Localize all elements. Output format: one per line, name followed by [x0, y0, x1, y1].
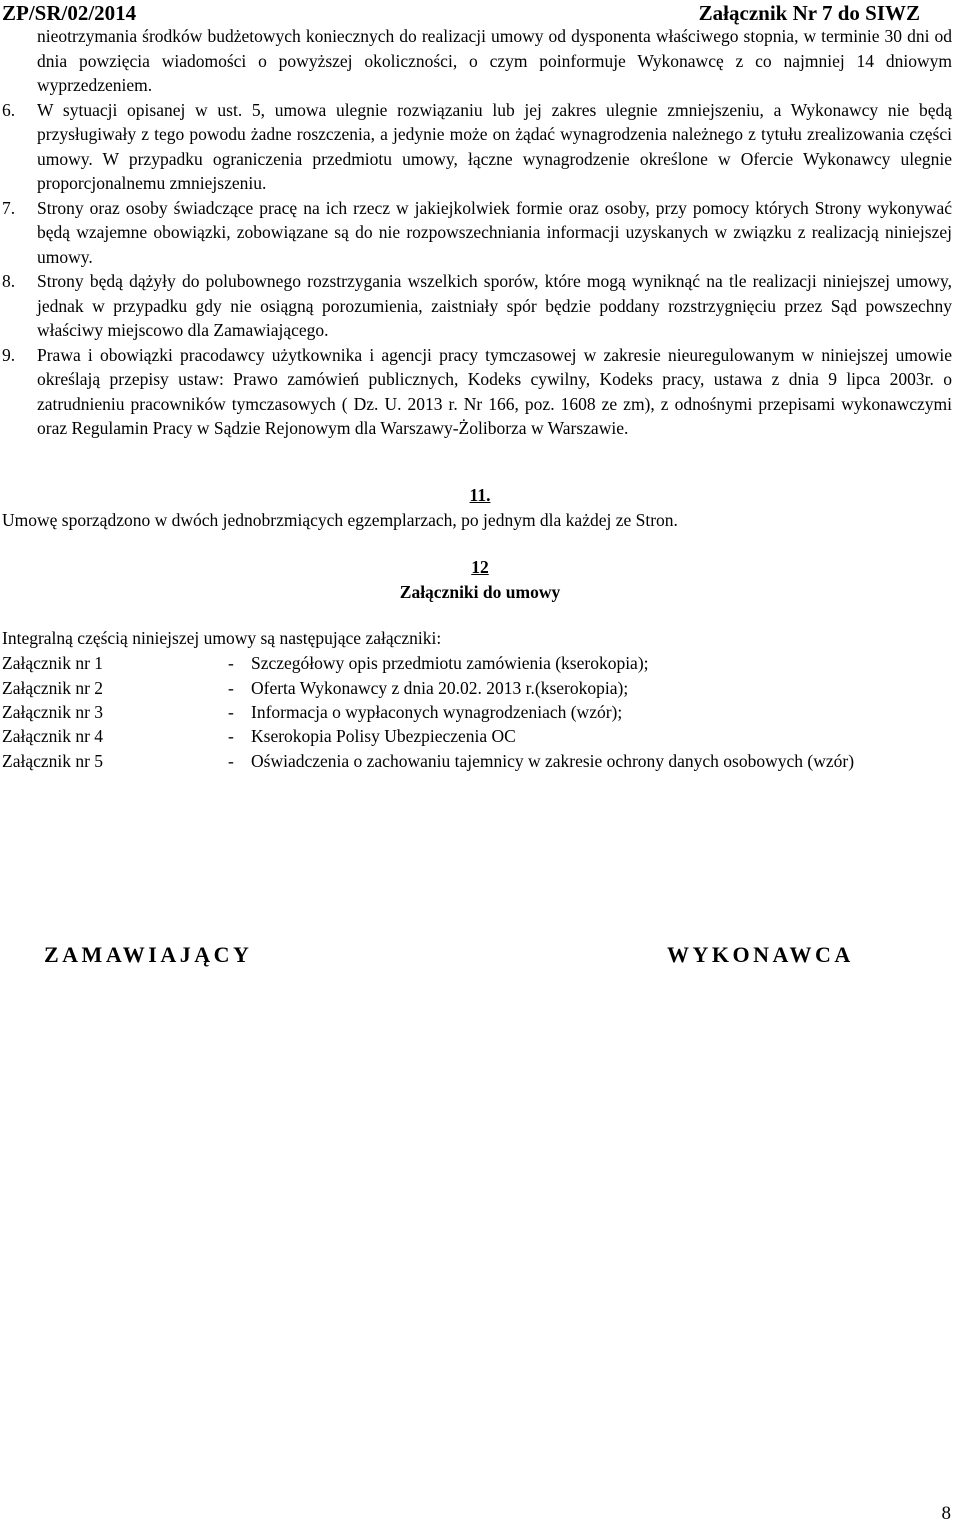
clause-8 — [0, 269, 952, 343]
clause-number: 9. — [2, 344, 16, 365]
attachment-dash: - — [228, 751, 234, 771]
attachment-dash: - — [228, 726, 234, 746]
clause-text: W sytuacji opisanej w ust. 5, umowa ulegnie rozwiązaniu lub jej zakres ulegnie zmniejszeniu, a Wykonawcy nie będą przysługiwały z tego powodu żadne roszczenia, a jedynie może on żądać wynagrodzenia należnego z tytułu zrealizowania części umowy. W przypadku ograniczenia przedmiotu umowy, łączne wynagrodzenie określone w Ofercie Wykonawcy ulegnie proporcjonalnemu zmniejszeniu. — [37, 99, 952, 193]
clause-number: 6. — [2, 99, 16, 120]
attachment-label: Załącznik nr 3 — [2, 702, 104, 722]
attachments-intro: Integralną częścią niniejszej umowy są następujące załączniki: — [2, 628, 442, 648]
clause-9 — [0, 343, 952, 441]
clause-text: Strony będą dążyły do polubownego rozstrzygania wszelkich sporów, które mogą wyniknąć na tle realizacji niniejszej umowy, jednak w przypadku gdy nie osiągną porozumienia, zaistniały spór będzie poddany rozstrzygnięciu przez Sąd powszechny właściwy miejscowo dla Zamawiającego. — [37, 271, 952, 340]
section-11-number: 11. — [469, 485, 491, 505]
section-12-title: Załączniki do umowy — [399, 582, 561, 602]
clause-continuation-text: nieotrzymania środków budżetowych koniecznych do realizacji umowy od dysponenta właściwego stopnia, w terminie 30 dni od dnia powzięcia wiadomości o powyższej okoliczności, o czym poinformuje Wykonawcę z co najmniej 14 dniowym wyprzedzeniem. — [37, 26, 952, 95]
attachment-dash: - — [228, 678, 234, 698]
section-12-heading — [0, 555, 960, 580]
attachment-description: Kserokopia Polisy Ubezpieczenia OC — [251, 726, 516, 746]
signature-zamawiajacy: ZAMAWIAJĄCY — [44, 942, 253, 967]
attachment-reference: Załącznik Nr 7 do SIWZ — [698, 1, 920, 25]
attachment-label: Załącznik nr 1 — [2, 653, 104, 673]
clause-number: 7. — [2, 197, 16, 218]
attachment-label: Załącznik nr 5 — [2, 751, 104, 771]
page-number: 8 — [941, 1503, 951, 1524]
attachment-description: Szczegółowy opis przedmiotu zamówienia (kserokopia); — [251, 653, 649, 673]
attachment-description: Informacja o wypłaconych wynagrodzeniach (wzór); — [251, 702, 623, 722]
signature-wykonawca: WYKONAWCA — [667, 942, 854, 967]
page-header — [2, 1, 920, 25]
attachment-dash: - — [228, 702, 234, 722]
clause-continuation — [0, 24, 952, 98]
document-reference: ZP/SR/02/2014 — [2, 1, 137, 25]
attachment-description: Oferta Wykonawcy z dnia 20.02. 2013 r.(kserokopia); — [251, 678, 629, 698]
clause-7 — [0, 196, 952, 270]
attachment-dash: - — [228, 653, 234, 673]
clause-6 — [0, 98, 952, 196]
clause-number: 8. — [2, 271, 16, 291]
clause-text: Strony oraz osoby świadczące pracę na ich rzecz w jakiejkolwiek formie oraz osoby, przy pomocy których Strony wykonywać będą wzajemne obowiązki, zobowiązane są do nie rozpowszechniania informacji uzyskanych w związku z realizacją niniejszej umowy. — [37, 197, 952, 267]
numbered-clauses — [0, 24, 952, 441]
clause-text: Prawa i obowiązki pracodawcy użytkownika i agencji pracy tymczasowej w zakresie nieuregulowanym w niniejszej umowie określają przepisy ustaw: Prawo zamówień publicznych, Kodeks cywilny, Kodeks pracy, ustawa z dnia 9 lipca 2003r. o zatrudnieniu pracowników tymczasowych ( Dz. U. 2013 r. Nr 166, poz. 1608 ze zm), z odnośnymi przepisami wykonawczymi oraz Regulamin Pracy w Sądzie Rejonowym dla Warszawy-Żoliborza w Warszawie. — [37, 344, 952, 438]
attachment-label: Załącznik nr 4 — [2, 726, 104, 746]
attachment-description: Oświadczenia o zachowaniu tajemnicy w zakresie ochrony danych osobowych (wzór) — [251, 751, 855, 771]
section-11-text: Umowę sporządzono w dwóch jednobrzmiących egzemplarzach, po jednym dla każdej ze Stron. — [2, 510, 678, 530]
section-11-heading — [0, 483, 960, 508]
attachment-label: Załącznik nr 2 — [2, 678, 104, 698]
section-12-number: 12 — [471, 557, 489, 577]
